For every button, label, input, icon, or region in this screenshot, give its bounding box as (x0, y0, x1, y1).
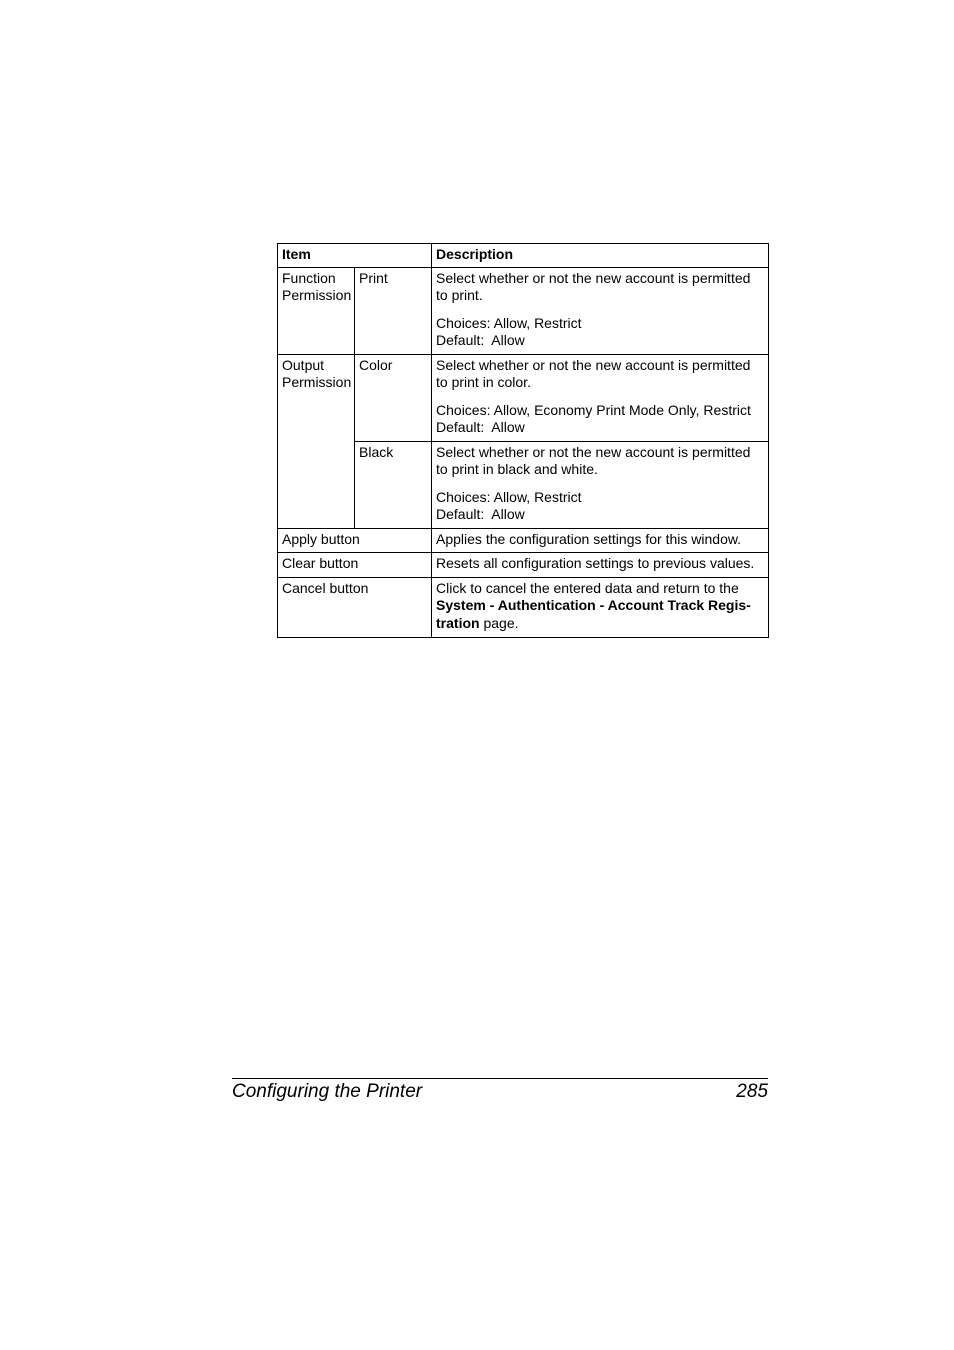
desc-black-choices: Choices: Allow, Restrict (436, 488, 582, 505)
group-function-permission: Function Permission (278, 267, 355, 354)
table-row-cancel (278, 577, 769, 638)
footer-rule (232, 1078, 768, 1079)
desc-black-default: Default: Allow (436, 506, 525, 522)
desc-cancel (432, 577, 769, 638)
item-apply-button: Apply button (278, 528, 432, 553)
desc-print-choices: Choices: Allow, Restrict (436, 314, 582, 331)
header-item: Item (278, 244, 432, 268)
table-row-clear (278, 553, 769, 578)
desc-color-text: Select whether or not the new account is permitted to print in color. (436, 356, 751, 390)
desc-black-text: Select whether or not the new account is permitted to print in black and white. (436, 443, 751, 477)
page-number: 285 (736, 1081, 768, 1102)
table-row-apply (278, 528, 769, 553)
item-cancel-button: Cancel button (278, 577, 432, 638)
desc-print (432, 267, 769, 354)
group-output-permission: Output Permission (278, 354, 355, 528)
table-row-color (278, 354, 769, 441)
footer-title: Configuring the Printer (232, 1081, 423, 1102)
item-color: Color (355, 354, 432, 441)
desc-print-default: Default: Allow (436, 332, 525, 348)
item-black: Black (355, 441, 432, 528)
table-row-print (278, 267, 769, 354)
desc-cancel-text: Click to cancel the entered data and return to the (436, 579, 739, 596)
settings-table (277, 243, 769, 638)
desc-color-default: Default: Allow (436, 419, 525, 435)
item-print: Print (355, 267, 432, 354)
desc-color (432, 354, 769, 441)
desc-color-choices: Choices: Allow, Economy Print Mode Only, Restrict (436, 401, 751, 418)
desc-cancel-suffix: page. (479, 614, 519, 631)
desc-apply: Applies the configuration settings for this window. (432, 528, 769, 553)
item-clear-button: Clear button (278, 553, 432, 578)
header-description: Description (432, 244, 769, 268)
desc-cancel-page-name: System - Authentication - Account Track Regis-tration (436, 597, 751, 631)
table-header-row (278, 244, 769, 268)
desc-black (432, 441, 769, 528)
desc-print-text: Select whether or not the new account is permitted to print. (436, 269, 751, 303)
desc-clear: Resets all configuration settings to previous values. (432, 553, 769, 578)
